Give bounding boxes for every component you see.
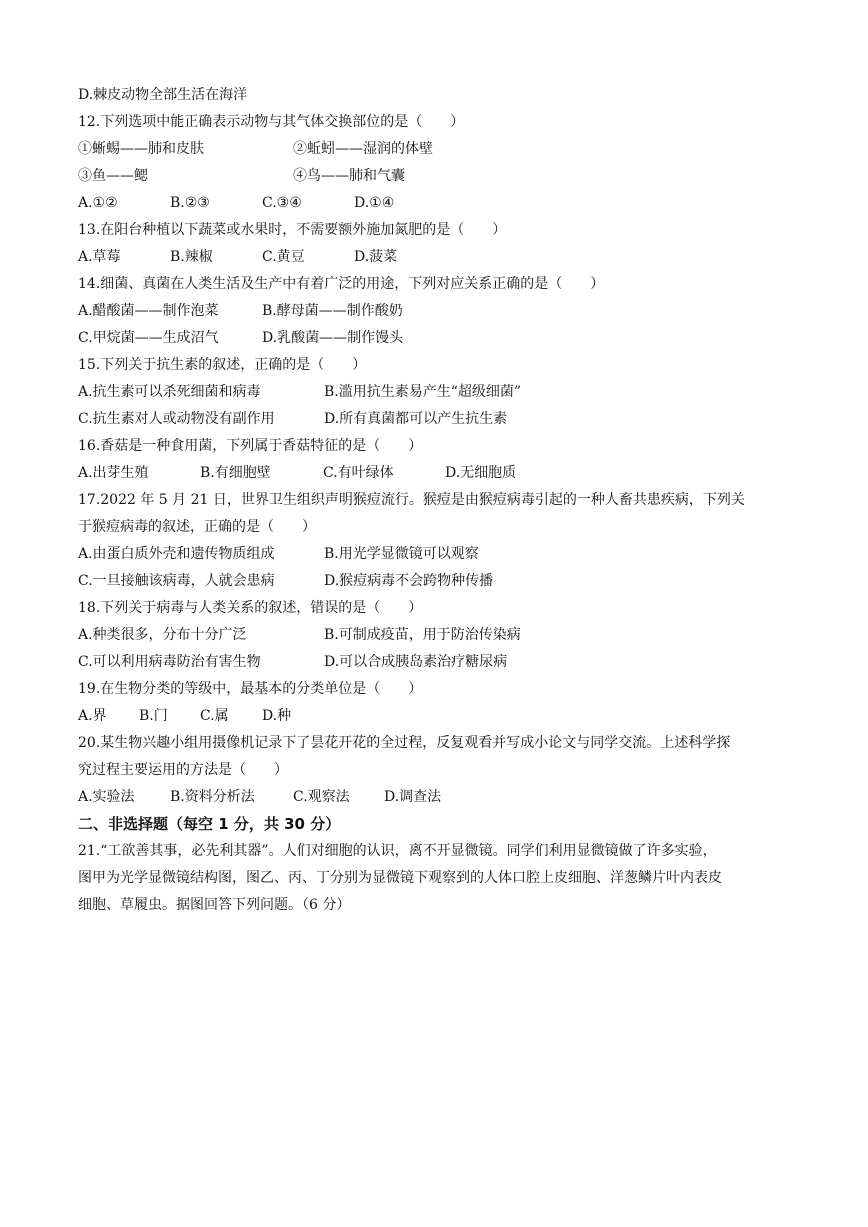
q15-stem: 15.下列关于抗生素的叙述，正确的是（ ） [78, 357, 367, 373]
q15-option-c: C.抗生素对人或动物没有副作用 [78, 411, 275, 427]
q13-option-b: B.辣椒 [170, 249, 213, 265]
q16-option-c: C.有叶绿体 [323, 465, 394, 481]
q14-option-a: A.醋酸菌——制作泡菜 [78, 303, 219, 319]
q12-option-c: C.③④ [262, 195, 302, 211]
q20-stem-line-1: 20.某生物兴趣小组用摄像机记录下了昙花开花的全过程，反复观看并写成小论文与同学交流。上述科学探 [78, 735, 731, 751]
q19-option-c: C.属 [200, 708, 229, 724]
q18-option-c: C.可以利用病毒防治有害生物 [78, 654, 261, 670]
q17-option-c: C.一旦接触该病毒，人就会患病 [78, 573, 275, 589]
q16-option-b: B.有细胞壁 [200, 465, 271, 481]
q16-stem: 16.香菇是一种食用菌，下列属于香菇特征的是（ ） [78, 438, 423, 454]
q14-option-c: C.甲烷菌——生成沼气 [78, 330, 219, 346]
q21-stem-line-2: 图甲为光学显微镜结构图，图乙、丙、丁分别为显微镜下观察到的人体口腔上皮细胞、洋葱鳞片叶内表皮 [78, 870, 722, 886]
q17-option-b: B.用光学显微镜可以观察 [324, 546, 479, 562]
q17-option-a: A.由蛋白质外壳和遗传物质组成 [78, 546, 275, 562]
q12-pair-3: ③鱼——鳃 [78, 168, 148, 184]
q20-option-b: B.资料分析法 [170, 789, 255, 805]
q12-pair-4: ④鸟——肺和气囊 [293, 168, 405, 184]
q18-option-a: A.种类很多，分布十分广泛 [78, 627, 247, 643]
q20-stem-line-2: 究过程主要运用的方法是（ ） [78, 762, 288, 778]
q11-option-d: D.棘皮动物全部生活在海洋 [78, 87, 248, 103]
q12-option-d: D.①④ [354, 195, 395, 211]
q15-option-d: D.所有真菌都可以产生抗生素 [324, 411, 508, 427]
q18-option-b: B.可制成疫苗，用于防治传染病 [324, 627, 521, 643]
q18-option-d: D.可以合成胰岛素治疗糖尿病 [324, 654, 508, 670]
q17-stem-line-2: 于猴痘病毒的叙述，正确的是（ ） [78, 519, 316, 535]
q19-option-b: B.门 [139, 708, 168, 724]
q20-option-d: D.调查法 [384, 789, 442, 805]
q13-stem: 13.在阳台种植以下蔬菜或水果时，不需要额外施加氮肥的是（ ） [78, 222, 507, 238]
q21-stem-line-1: 21.“工欲善其事，必先利其器”。人们对细胞的认识，离不开显微镜。同学们利用显微镜做了许多实验， [78, 843, 717, 859]
q13-option-c: C.黄豆 [262, 249, 305, 265]
q19-option-a: A.界 [78, 708, 107, 724]
q14-option-b: B.酵母菌——制作酸奶 [262, 303, 403, 319]
q20-option-c: C.观察法 [293, 789, 350, 805]
q13-option-a: A.草莓 [78, 249, 121, 265]
q21-stem-line-3: 细胞、草履虫。据图回答下列问题。（6 分） [78, 897, 351, 913]
q12-pair-2: ②蚯蚓——湿润的体壁 [293, 141, 433, 157]
q18-stem: 18.下列关于病毒与人类关系的叙述，错误的是（ ） [78, 600, 423, 616]
q14-stem: 14.细菌、真菌在人类生活及生产中有着广泛的用途，下列对应关系正确的是（ ） [78, 276, 605, 292]
q14-option-d: D.乳酸菌——制作馒头 [262, 330, 404, 346]
q12-option-b: B.②③ [170, 195, 210, 211]
section-heading-non-choice: 二、非选择题（每空 1 分，共 30 分） [78, 815, 341, 833]
q13-option-d: D.菠菜 [354, 249, 398, 265]
q12-stem: 12.下列选项中能正确表示动物与其气体交换部位的是（ ） [78, 114, 465, 130]
q15-option-b: B.滥用抗生素易产生“超级细菌” [324, 384, 522, 400]
q19-option-d: D.种 [262, 708, 292, 724]
q16-option-d: D.无细胞质 [445, 465, 517, 481]
q15-option-a: A.抗生素可以杀死细菌和病毒 [78, 384, 261, 400]
q16-option-a: A.出芽生殖 [78, 465, 149, 481]
q12-pair-1: ①蜥蜴——肺和皮肤 [78, 141, 204, 157]
q20-option-a: A.实验法 [78, 789, 135, 805]
q17-stem-line-1: 17.2022 年 5 月 21 日，世界卫生组织声明猴痘流行。猴痘是由猴痘病毒引起的一种人畜共患疾病，下列关 [78, 492, 745, 508]
q19-stem: 19.在生物分类的等级中，最基本的分类单位是（ ） [78, 681, 423, 697]
q17-option-d: D.猴痘病毒不会跨物种传播 [324, 573, 494, 589]
q12-option-a: A.①② [78, 195, 118, 211]
